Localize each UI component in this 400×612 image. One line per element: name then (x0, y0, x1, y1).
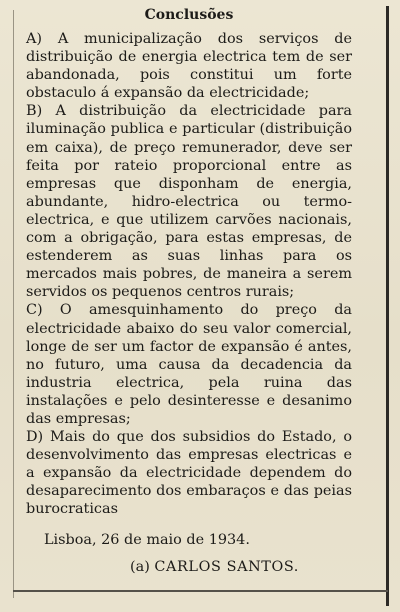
conclusion-b: B) A distribuição da electricidade para iluminação publica e particular (distribuição em caixa), de preço remunerador, deve ser feita por rateio proporcional entre as empresas que disponham de energia, abundante, hidro-electrica ou termo-electrica, e que utilizem carvões nacionais, com a obrigação, para estas empresas, de estenderem as suas linhas para os mercados mais pobres, de maneira a serem servidos os pequenos centros rurais; (26, 103, 352, 301)
left-border-rule (13, 10, 14, 598)
article-heading: Conclusões (144, 7, 234, 23)
article-body (26, 0, 352, 576)
dateline: Lisboa, 26 de maio de 1934. (44, 531, 250, 548)
signature (130, 558, 352, 576)
conclusion-a: A) A municipalização dos serviços de distribuição de energia electrica tem de ser abandonada, pois constitui um forte obstaculo á expansão da electricidade; (26, 31, 352, 102)
conclusion-c: C) O amesquinhamento do preço da electricidade abaixo do seu valor comercial, longe de ser um factor de expansão é antes, no futuro, uma causa da decadencia da industria electrica, pela ruina das instalações e pelo desinteresse e desanimo das empresas; (26, 302, 352, 427)
bottom-border-rule (13, 590, 388, 592)
signature-prefix: (a) (130, 558, 150, 575)
right-border-rule (386, 6, 389, 606)
signature-name: CARLOS SANTOS. (154, 558, 299, 575)
conclusion-d: D) Mais do que dos subsidios do Estado, o desenvolvimento das empresas electricas e a expansão da electricidade dependem do desaparecimento dos embaraços e das peias burocraticas (26, 429, 352, 518)
